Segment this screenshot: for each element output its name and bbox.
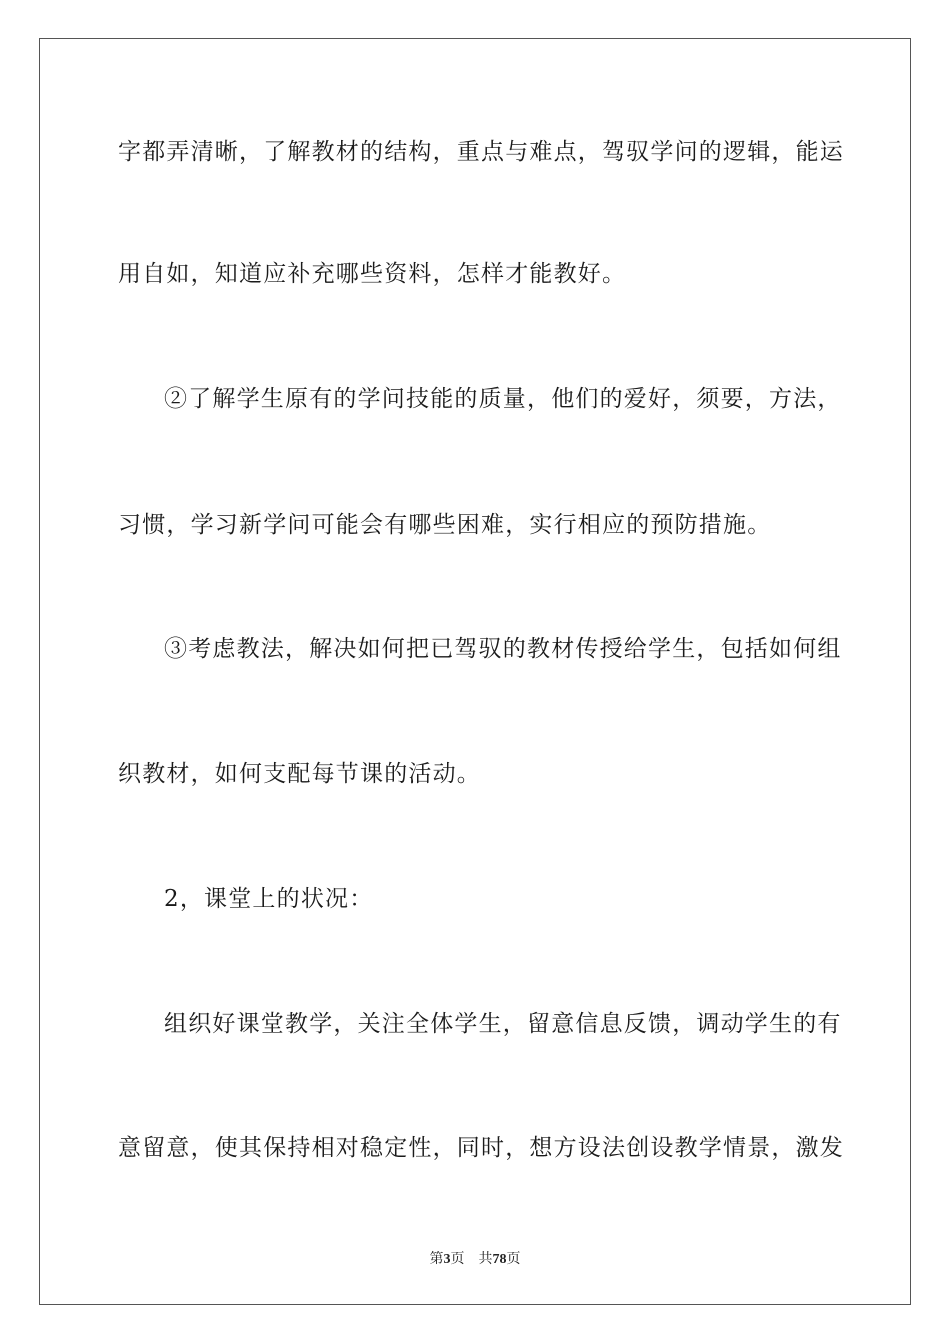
page-border (39, 38, 911, 1305)
text-line-5: ③考虑教法，解决如何把已驾驭的教材传授给学生，包括如何组 (164, 636, 842, 662)
section-heading: 2，课堂上的状况： (164, 886, 374, 912)
total-pages: 78 (492, 1252, 507, 1267)
text-line-3: ②了解学生原有的学问技能的质量，他们的爱好，须要，方法， (164, 386, 842, 412)
page-suffix: 页 (450, 1252, 465, 1267)
page-prefix: 第 (429, 1252, 444, 1267)
text-line-2: 用自如，知道应补充哪些资料，怎样才能教好。 (118, 261, 627, 287)
text-line-9: 意留意，使其保持相对稳定性，同时，想方设法创设教学情景，激发 (118, 1135, 844, 1161)
text-line-8: 组织好课堂教学，关注全体学生，留意信息反馈，调动学生的有 (164, 1011, 842, 1037)
total-prefix: 共 (478, 1252, 493, 1267)
total-suffix: 页 (506, 1252, 521, 1267)
text-line-6: 织教材，如何支配每节课的活动。 (118, 761, 481, 787)
page-number: 3 (443, 1252, 451, 1267)
text-line-4: 习惯，学习新学问可能会有哪些困难，实行相应的预防措施。 (118, 512, 772, 538)
page-footer (0, 1248, 950, 1268)
text-line-1: 字都弄清晰，了解教材的结构，重点与难点，驾驭学问的逻辑，能运 (118, 139, 844, 165)
